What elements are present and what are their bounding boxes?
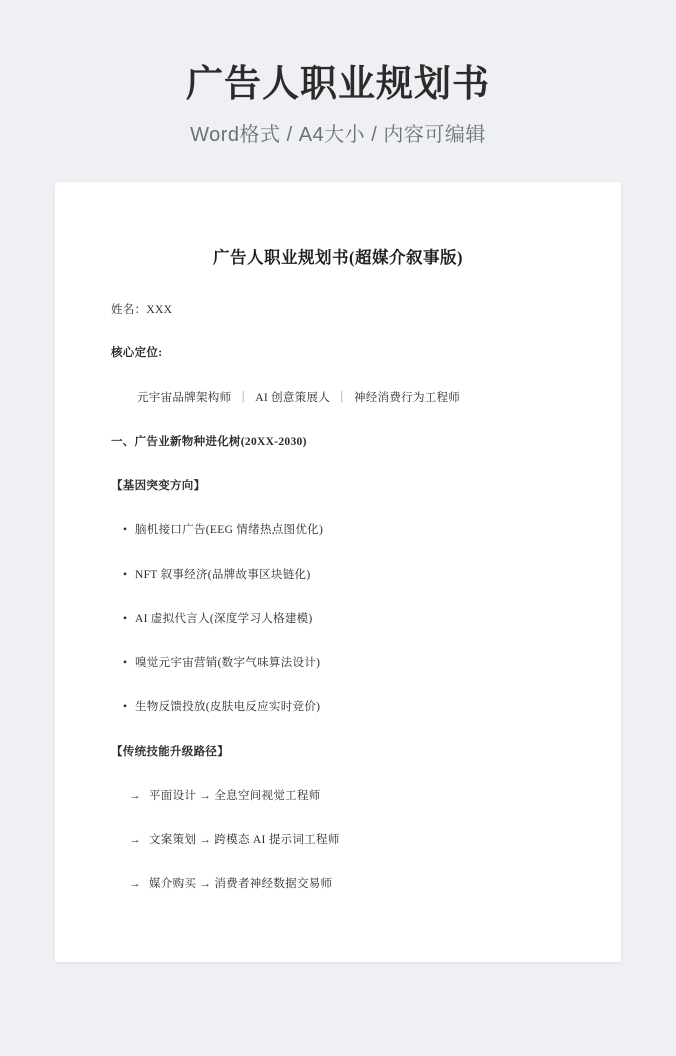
list-item-label: 脑机接口广告(EEG 情绪热点图优化) [135,524,324,537]
core-item-3: 神经消费行为工程师 [353,391,461,404]
list-item-label: 平面设计 → 全息空间视觉工程师 [149,789,321,802]
list-item [111,699,565,716]
bullet-icon: • [123,657,128,669]
document-title: 广告人职业规划书(超媒介叙事版) [213,248,463,267]
banner-title: 广告人职业规划书 [186,63,490,104]
banner [0,0,676,147]
section-1-heading: 一、广告业新物种进化树(20XX-2030) [111,435,307,448]
bullet-icon: • [123,568,128,581]
core-item-2: AI 创意策展人 [255,391,331,404]
list-item-label: AI 虚拟代言人(深度学习人格建模) [135,612,313,625]
list-item [111,788,565,805]
name-line: 姓名：XXX [111,304,173,316]
core-separator-2: ｜ [336,391,348,404]
core-position-label: 核心定位: [111,347,163,360]
bullet-icon: • [123,701,128,714]
mutation-heading: 【基因突变方向】 [111,480,206,492]
arrow-right-icon: → [129,834,141,846]
list-item [111,655,565,672]
bullet-icon: • [123,524,128,537]
list-item-label: 嗅觉元宇宙营销(数字气味算法设计) [135,657,321,669]
banner-subtitle: Word格式 / A4大小 / 内容可编辑 [190,124,486,147]
core-separator-1: ｜ [237,391,250,404]
bullet-icon: • [123,612,128,625]
arrow-right-icon: → [129,878,141,891]
list-item [111,567,565,584]
list-item [111,876,565,893]
list-item-label: 生物反馈投放(皮肤电反应实时竞价) [135,701,321,714]
list-item-label: NFT 叙事经济(品牌故事区块链化) [135,568,311,581]
list-item [111,832,565,849]
core-position-items [111,390,565,407]
list-item [111,522,565,539]
list-item-label: 文案策划 → 跨模态 AI 提示词工程师 [149,834,340,846]
core-item-1: 元宇宙品牌架构师 [137,391,232,404]
list-item [111,611,565,628]
list-item-label: 媒介购买 → 消费者神经数据交易师 [149,878,333,891]
upgrade-heading: 【传统技能升级路径】 [111,745,229,758]
document-content [55,182,621,894]
document-preview-sheet [55,182,621,962]
arrow-right-icon: → [129,789,141,802]
